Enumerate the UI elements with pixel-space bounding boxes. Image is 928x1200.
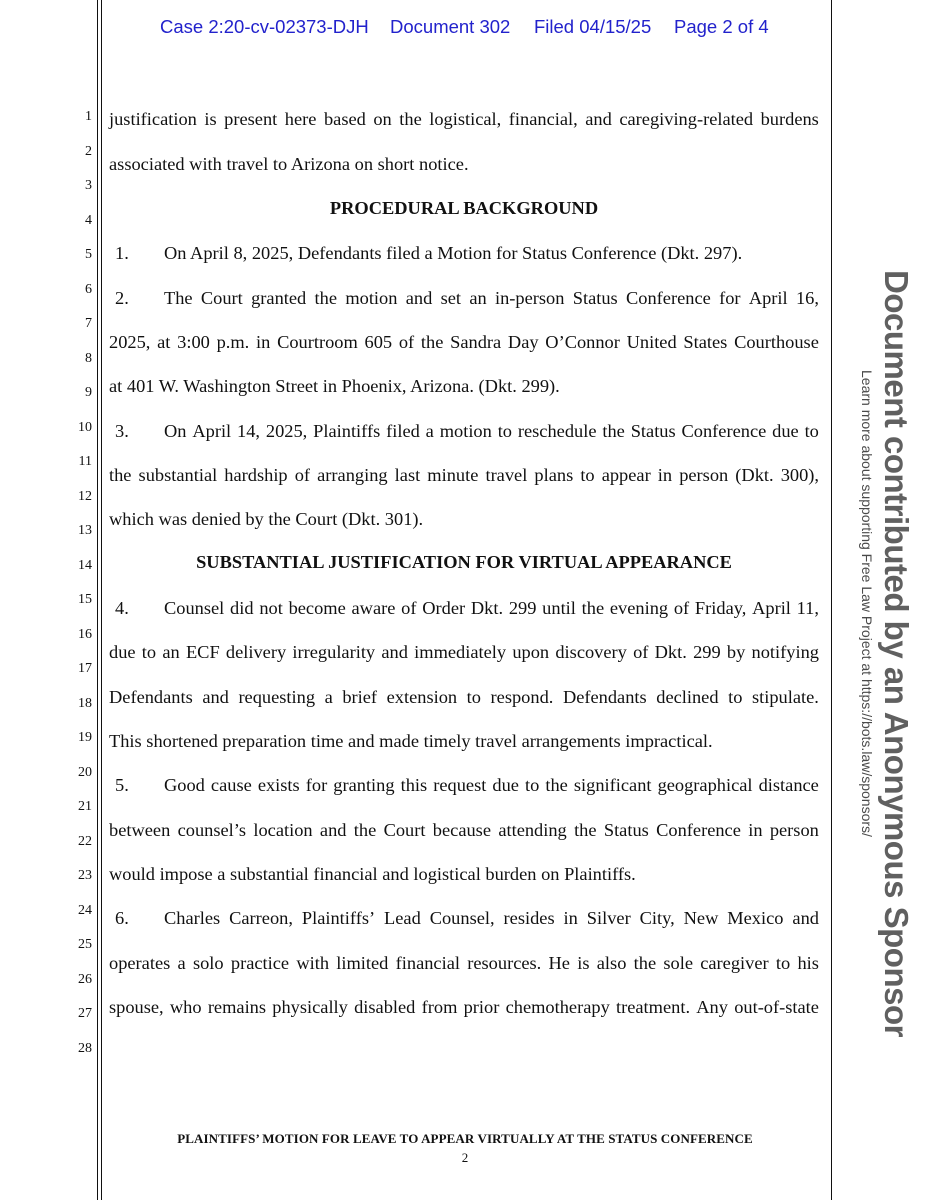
paragraph-line: the substantial hardship of arranging last minute travel plans to appear in person (Dkt. 300), xyxy=(109,465,819,485)
line-number: 24 xyxy=(78,903,92,918)
watermark-title: Document contributed by an Anonymous Sponsor xyxy=(878,270,915,1037)
line-number: 3 xyxy=(85,178,92,193)
line-number: 7 xyxy=(85,316,92,331)
section-heading-justification: SUBSTANTIAL JUSTIFICATION FOR VIRTUAL APPEARANCE xyxy=(196,552,732,572)
right-margin-rule xyxy=(831,0,832,1200)
filed-date: Filed 04/15/25 xyxy=(534,16,652,37)
paragraph-text: On April 14, 2025, Plaintiffs filed a motion to reschedule the Status Conference due to xyxy=(164,421,819,441)
paragraph-number: 2. xyxy=(115,288,129,308)
document-footer-title: PLAINTIFFS’ MOTION FOR LEAVE TO APPEAR VIRTUALLY AT THE STATUS CONFERENCE xyxy=(177,1131,753,1146)
line-number: 27 xyxy=(78,1006,92,1021)
line-number: 5 xyxy=(85,247,92,262)
line-number: 28 xyxy=(78,1041,92,1056)
line-number: 11 xyxy=(78,454,92,469)
line-number: 13 xyxy=(78,523,92,538)
paragraph-number: 1. xyxy=(115,243,129,263)
line-number: 21 xyxy=(78,799,92,814)
paragraph-line: Defendants and requesting a brief extension to respond. Defendants declined to stipulate. xyxy=(109,687,819,707)
left-margin-rule-inner xyxy=(101,0,102,1200)
line-number: 25 xyxy=(78,937,92,952)
paragraph-number: 5. xyxy=(115,775,129,795)
line-number: 14 xyxy=(78,558,92,573)
paragraph-line: operates a solo practice with limited financial resources. He is also the sole caregiver to his xyxy=(109,953,819,973)
line-number: 2 xyxy=(85,144,92,159)
paragraph-line: at 401 W. Washington Street in Phoenix, Arizona. (Dkt. 299). xyxy=(109,376,560,396)
paragraph-line: spouse, who remains physically disabled from prior chemotherapy treatment. Any out-of-state xyxy=(109,997,819,1017)
left-margin-rule xyxy=(97,0,98,1200)
line-number: 23 xyxy=(78,868,92,883)
line-number: 22 xyxy=(78,834,92,849)
paragraph-number: 4. xyxy=(115,598,129,618)
paragraph-line: would impose a substantial financial and logistical burden on Plaintiffs. xyxy=(109,864,636,884)
paragraph-line: which was denied by the Court (Dkt. 301). xyxy=(109,509,424,529)
intro-line: justification is present here based on the logistical, financial, and caregiving-related burdens xyxy=(109,109,819,129)
paragraph-text: The Court granted the motion and set an in-person Status Conference for April 16, xyxy=(164,288,819,308)
line-number: 10 xyxy=(78,420,92,435)
paragraph-text: Counsel did not become aware of Order Dkt. 299 until the evening of Friday, April 11, xyxy=(164,598,819,618)
line-number: 18 xyxy=(78,696,92,711)
line-number: 1 xyxy=(85,109,92,124)
paragraph-line: This shortened preparation time and made timely travel arrangements impractical. xyxy=(109,731,713,751)
section-heading-procedural: PROCEDURAL BACKGROUND xyxy=(329,198,599,218)
page-number: 2 xyxy=(461,1150,469,1165)
line-number: 17 xyxy=(78,661,92,676)
sponsor-watermark xyxy=(837,270,917,1037)
paragraph-line: between counsel’s location and the Court because attending the Status Conference in person xyxy=(109,820,819,840)
line-number: 12 xyxy=(78,489,92,504)
page-indicator: Page 2 of 4 xyxy=(674,16,769,37)
paragraph-number: 3. xyxy=(115,421,129,441)
paragraph-text: Charles Carreon, Plaintiffs’ Lead Counsel, resides in Silver City, New Mexico and xyxy=(164,908,819,928)
line-number: 19 xyxy=(78,730,92,745)
document-number: Document 302 xyxy=(390,16,511,37)
paragraph-line: due to an ECF delivery irregularity and immediately upon discovery of Dkt. 299 by notifying xyxy=(109,642,819,662)
ecf-header xyxy=(100,16,820,40)
line-number: 20 xyxy=(78,765,92,780)
line-number: 4 xyxy=(85,213,92,228)
line-number: 16 xyxy=(78,627,92,642)
case-number: Case 2:20-cv-02373-DJH xyxy=(160,16,369,37)
paragraph-text: Good cause exists for granting this request due to the significant geographical distance xyxy=(164,775,819,795)
line-number: 6 xyxy=(85,282,92,297)
intro-line: associated with travel to Arizona on short notice. xyxy=(109,154,469,174)
paragraph-text: On April 8, 2025, Defendants filed a Motion for Status Conference (Dkt. 297). xyxy=(164,243,743,263)
line-number: 26 xyxy=(78,972,92,987)
paragraph-number: 6. xyxy=(115,908,129,928)
line-number: 9 xyxy=(85,385,92,400)
watermark-link[interactable]: Learn more about supporting Free Law Project at https://bots.law/sponsors/ xyxy=(859,370,875,837)
line-number: 15 xyxy=(78,592,92,607)
paragraph-line: 2025, at 3:00 p.m. in Courtroom 605 of the Sandra Day O’Connor United States Courthouse xyxy=(109,332,819,352)
line-number: 8 xyxy=(85,351,92,366)
